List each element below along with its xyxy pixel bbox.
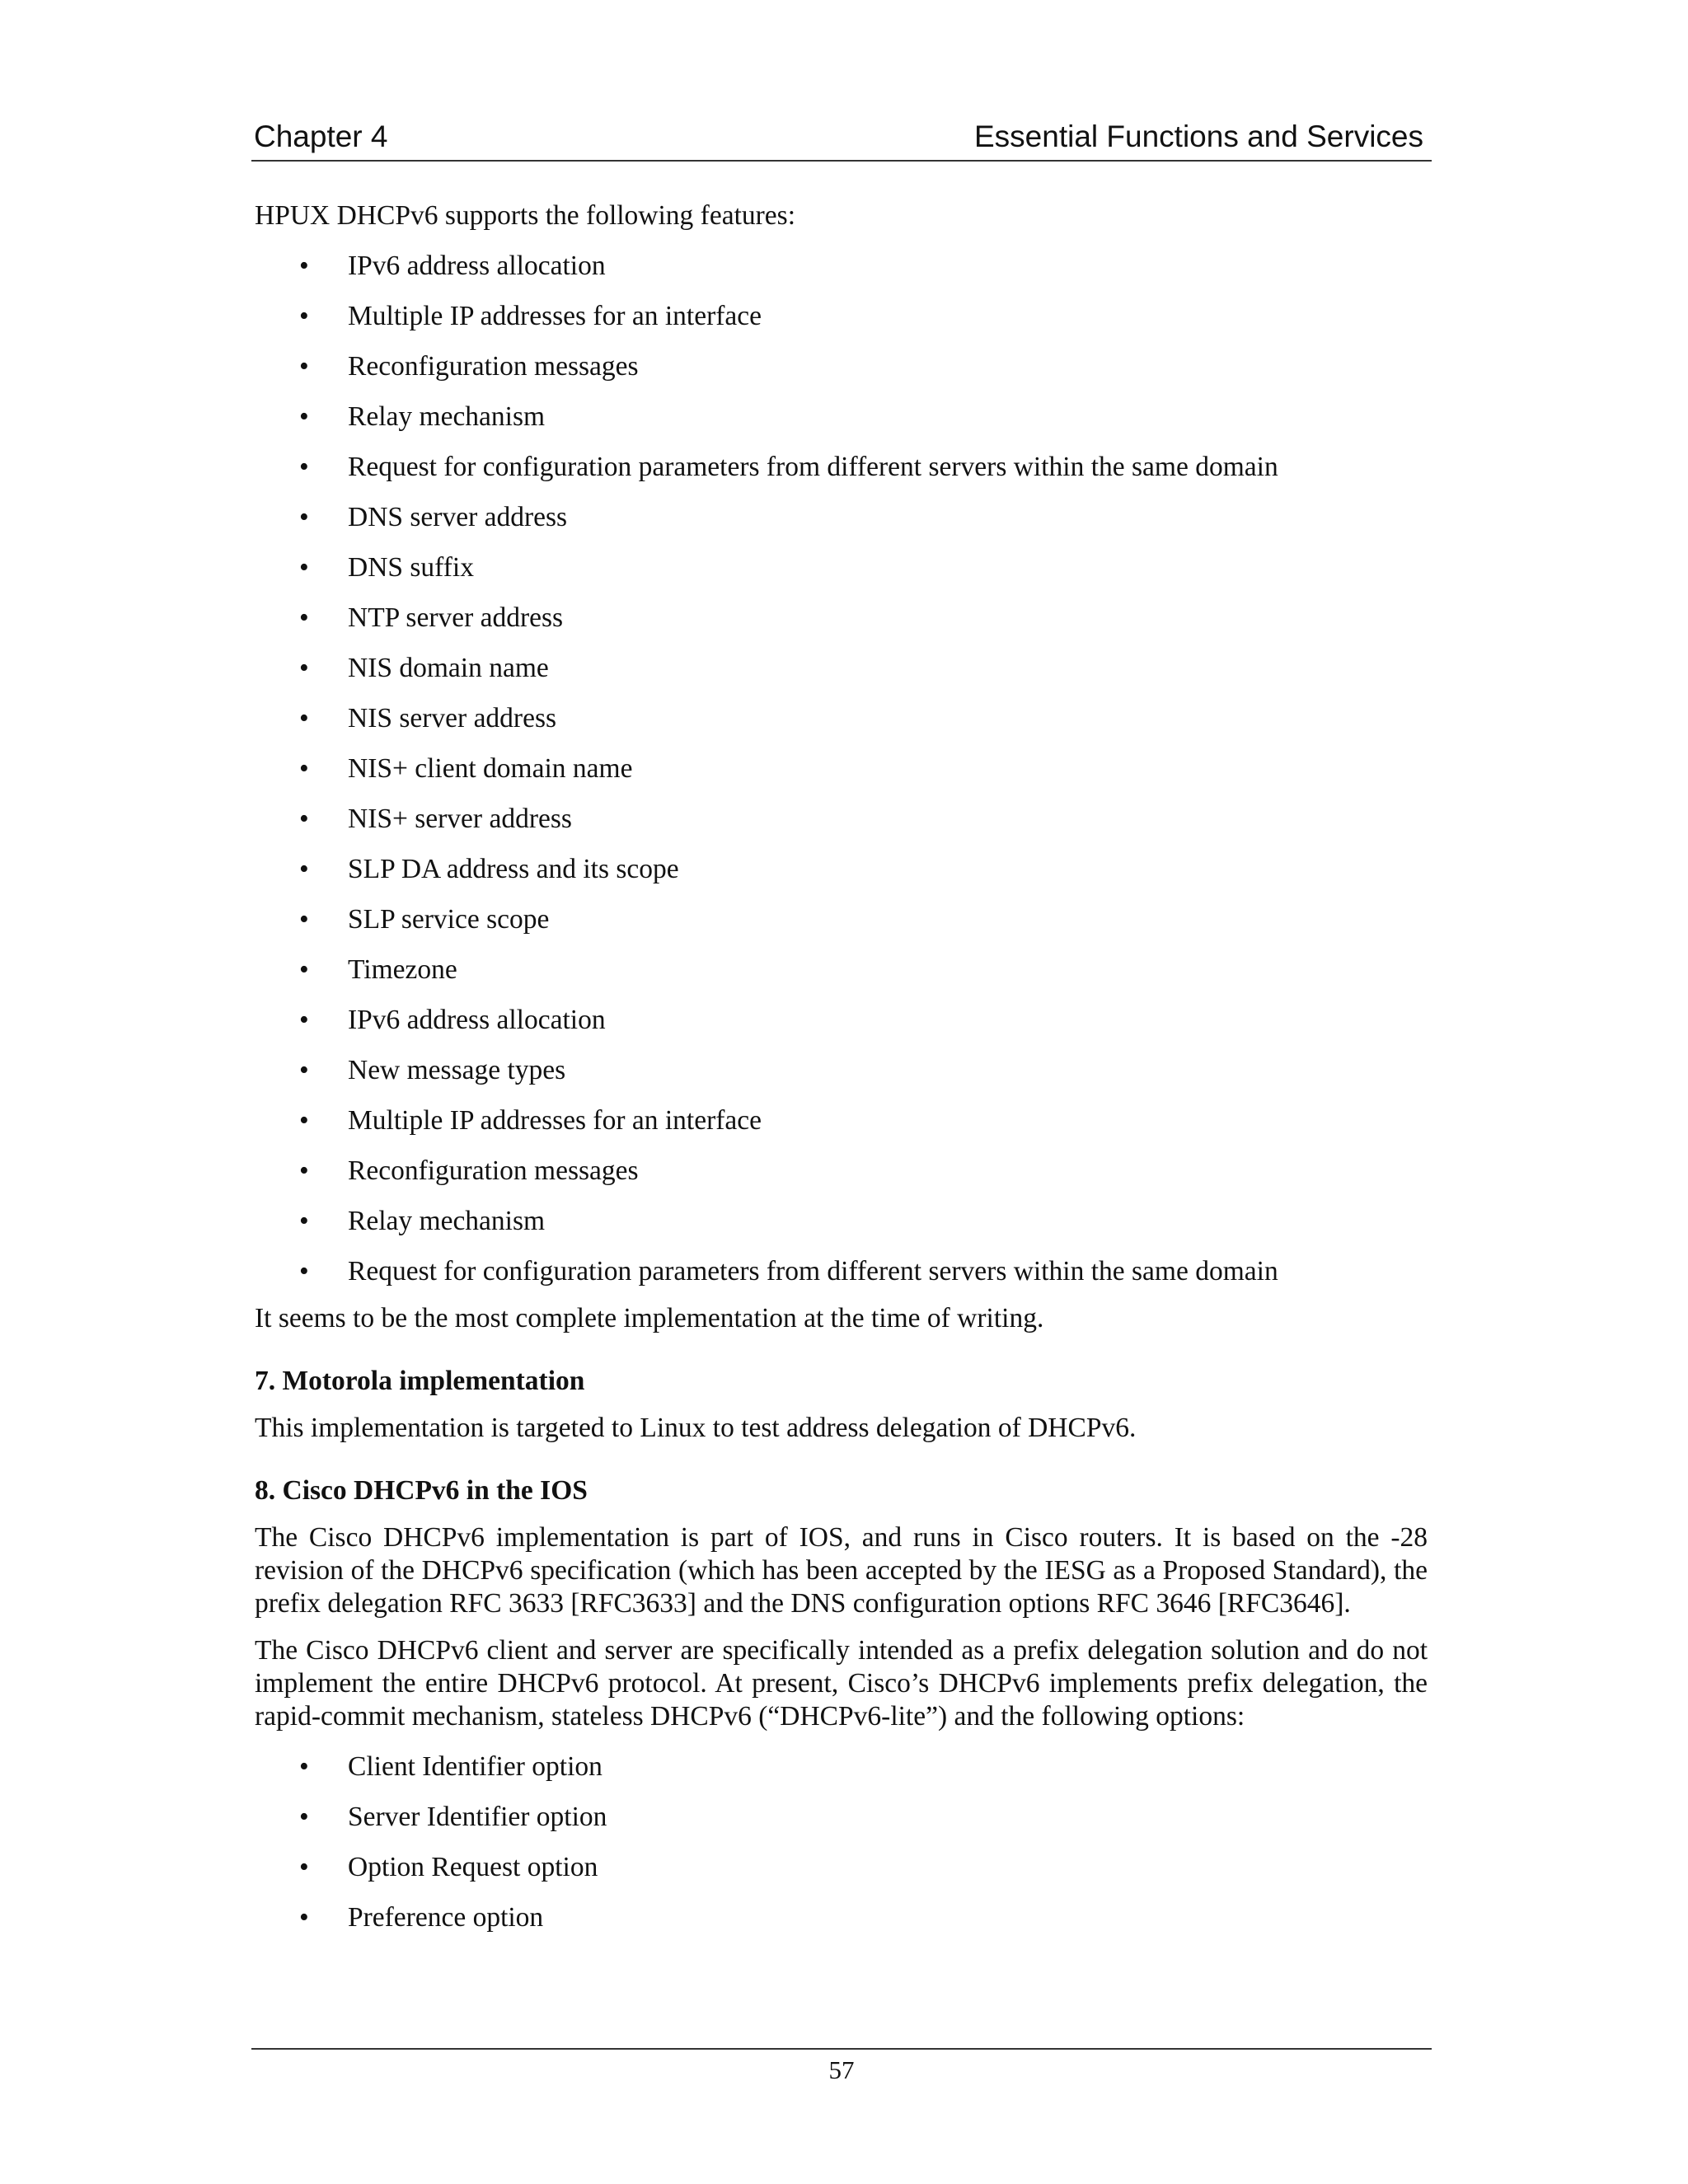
bullet-icon: • — [299, 502, 309, 532]
list-item-text: Timezone — [348, 954, 457, 985]
list-item-text: DNS server address — [348, 502, 568, 532]
bullet-icon: • — [299, 904, 309, 935]
list-item-text: NTP server address — [348, 602, 564, 633]
bullet-icon: • — [299, 552, 309, 583]
list-item — [255, 350, 1428, 383]
list-item — [255, 803, 1428, 836]
list-item-text: New message types — [348, 1055, 566, 1085]
list-item-text: NIS+ client domain name — [348, 753, 633, 784]
bullet-icon: • — [299, 703, 309, 733]
section-7-text: This implementation is targeted to Linux to test address delegation of DHCPv6. — [255, 1413, 1137, 1443]
bullet-icon: • — [299, 452, 309, 482]
list-item — [255, 1155, 1428, 1188]
list-item-text: SLP service scope — [348, 904, 550, 935]
bullet-icon: • — [299, 1105, 309, 1136]
page-number: 57 — [828, 2055, 855, 2084]
list-item-text: Request for configuration parameters from different servers within the same domain — [348, 452, 1278, 482]
chapter-title: Essential Functions and Services — [974, 120, 1423, 153]
list-item-text: DNS suffix — [348, 552, 474, 583]
list-item-text: Preference option — [348, 1902, 544, 1933]
list-item-text: NIS server address — [348, 703, 557, 733]
list-item-text: SLP DA address and its scope — [348, 854, 679, 884]
list-item — [255, 702, 1428, 735]
list-item — [255, 1054, 1428, 1087]
bullet-icon: • — [299, 251, 309, 281]
bullet-icon: • — [299, 1751, 309, 1782]
list-item-text: IPv6 address allocation — [348, 251, 606, 281]
bullet-icon: • — [299, 1005, 309, 1035]
list-item — [255, 501, 1428, 534]
list-item-text: NIS+ server address — [348, 804, 572, 834]
section-8-heading: 8. Cisco DHCPv6 in the IOS — [255, 1475, 588, 1506]
footer-divider — [251, 2048, 1432, 2050]
list-item — [255, 602, 1428, 635]
bullet-icon: • — [299, 1055, 309, 1085]
page-header — [251, 120, 1432, 162]
list-item — [255, 853, 1428, 886]
features-intro: HPUX DHCPv6 supports the following features: — [255, 200, 795, 231]
bullet-icon: • — [299, 653, 309, 683]
features-conclusion: It seems to be the most complete implementation at the time of writing. — [255, 1303, 1044, 1333]
list-item-text: Server Identifier option — [348, 1802, 607, 1832]
options-list — [255, 1750, 1428, 1934]
list-item — [255, 1255, 1428, 1288]
list-item — [255, 1104, 1428, 1137]
list-item-text: Multiple IP addresses for an interface — [348, 301, 762, 331]
list-item-text: Relay mechanism — [348, 401, 546, 432]
bullet-icon: • — [299, 1206, 309, 1236]
list-item — [255, 1851, 1428, 1884]
bullet-icon: • — [299, 753, 309, 784]
chapter-label: Chapter 4 — [254, 120, 388, 153]
features-list — [255, 250, 1428, 1288]
bullet-icon: • — [299, 854, 309, 884]
bullet-icon: • — [299, 1902, 309, 1933]
bullet-icon: • — [299, 1256, 309, 1286]
section-8-paragraph-1: The Cisco DHCPv6 implementation is part of IOS, and runs in Cisco routers. It is based on the -28 revision of the DHCPv6 specification (which has been accepted by the IESG as a Proposed Standard), the prefix delegation RFC 3633 [RFC3633] and the DNS configuration options RFC 3646 [RFC3646]. — [255, 1522, 1428, 1619]
bullet-icon: • — [299, 301, 309, 331]
bullet-icon: • — [299, 1802, 309, 1832]
list-item-text: Relay mechanism — [348, 1206, 546, 1236]
section-7-heading: 7. Motorola implementation — [255, 1366, 585, 1396]
list-item — [255, 954, 1428, 987]
list-item-text: Reconfiguration messages — [348, 1155, 639, 1186]
list-item — [255, 451, 1428, 484]
list-item — [255, 300, 1428, 333]
list-item-text: Reconfiguration messages — [348, 351, 639, 382]
list-item-text: NIS domain name — [348, 653, 549, 683]
list-item-text: IPv6 address allocation — [348, 1005, 606, 1035]
bullet-icon: • — [299, 401, 309, 432]
list-item — [255, 1801, 1428, 1834]
bullet-icon: • — [299, 351, 309, 382]
list-item — [255, 752, 1428, 785]
list-item — [255, 652, 1428, 685]
list-item — [255, 1901, 1428, 1934]
bullet-icon: • — [299, 602, 309, 633]
page-body — [255, 199, 1428, 1948]
list-item-text: Client Identifier option — [348, 1751, 603, 1782]
list-item — [255, 1205, 1428, 1238]
list-item — [255, 401, 1428, 434]
bullet-icon: • — [299, 1852, 309, 1882]
list-item-text: Request for configuration parameters from different servers within the same domain — [348, 1256, 1278, 1286]
list-item — [255, 1750, 1428, 1783]
list-item — [255, 250, 1428, 283]
list-item-text: Multiple IP addresses for an interface — [348, 1105, 762, 1136]
bullet-icon: • — [299, 804, 309, 834]
section-8-paragraph-2: The Cisco DHCPv6 client and server are specifically intended as a prefix delegation solution and do not implement the entire DHCPv6 protocol. At present, Cisco’s DHCPv6 implements prefix delegation, the rapid-commit mechanism, stateless DHCPv6 (“DHCPv6-lite”) and the following options: — [255, 1635, 1428, 1732]
bullet-icon: • — [299, 1155, 309, 1186]
list-item-text: Option Request option — [348, 1852, 598, 1882]
list-item — [255, 551, 1428, 584]
list-item — [255, 1004, 1428, 1037]
bullet-icon: • — [299, 954, 309, 985]
list-item — [255, 903, 1428, 936]
